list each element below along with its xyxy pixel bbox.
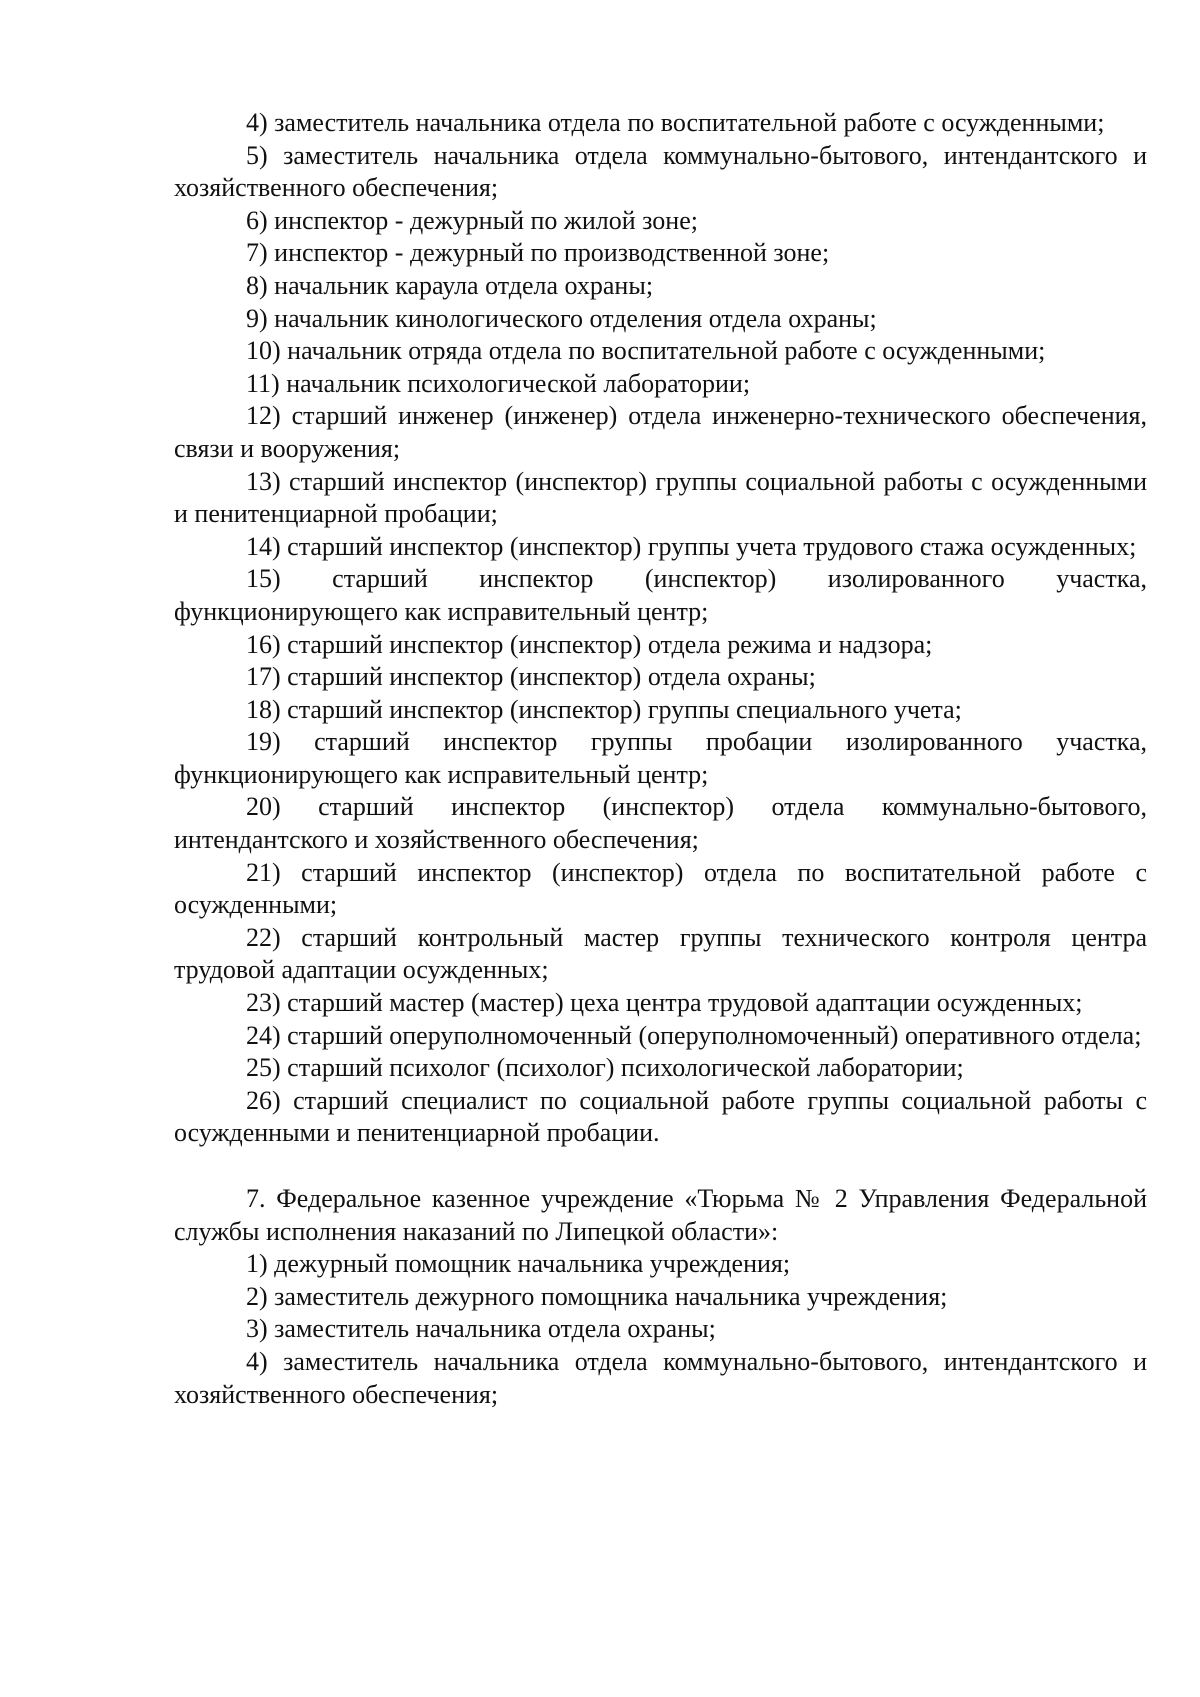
- list-item: 2) заместитель дежурного помощника начальника учреждения;: [246, 1281, 948, 1311]
- list-item: 4) заместитель начальника отдела коммунально-бытового, интендантского и хозяйственного обеспечения;: [174, 1346, 1147, 1409]
- list-item: 19) старший инспектор группы пробации изолированного участка, функционирующего как исправительный центр;: [174, 727, 1147, 789]
- list-item: 1) дежурный помощник начальника учреждения;: [246, 1249, 791, 1279]
- list-item: 14) старший инспектор (инспектор) группы учета трудового стажа осужденных;: [246, 531, 1137, 561]
- list-item: 20) старший инспектор (инспектор) отдела коммунально-бытового, интендантского и хозяйственного обеспечения;: [174, 792, 1147, 855]
- list-item: 13) старший инспектор (инспектор) группы социальной работы с осужденными и пенитенциарной пробации;: [174, 466, 1147, 529]
- paragraph-gap: [174, 1150, 1147, 1183]
- list-item: 23) старший мастер (мастер) цеха центра трудовой адаптации осужденных;: [246, 988, 1083, 1018]
- list-item: 24) старший оперуполномоченный (оперуполномоченный) оперативного отдела;: [246, 1020, 1142, 1050]
- list-item: 8) начальник караула отдела охраны;: [246, 270, 654, 300]
- list-item: 11) начальник психологической лаборатории;: [246, 368, 751, 398]
- list-item: 26) старший специалист по социальной работе группы социальной работы с осужденными и пенитенциарной пробации.: [174, 1085, 1147, 1148]
- list-item: 9) начальник кинологического отделения отдела охраны;: [246, 303, 877, 333]
- list-item: 15) старший инспектор (инспектор) изолированного участка, функционирующего как исправительный центр;: [174, 564, 1147, 626]
- list-item: 18) старший инспектор (инспектор) группы специального учета;: [246, 694, 962, 724]
- list-item: 17) старший инспектор (инспектор) отдела охраны;: [246, 662, 816, 692]
- document-page: [174, 107, 1147, 1411]
- section-heading: 7. Федеральное казенное учреждение «Тюрьма № 2 Управления Федеральной службы исполнения наказаний по Липецкой области»:: [174, 1184, 1147, 1246]
- list-item: 7) инспектор - дежурный по производственной зоне;: [246, 238, 830, 268]
- list-item: 5) заместитель начальника отдела коммунально-бытового, интендантского и хозяйственного обеспечения;: [174, 140, 1147, 203]
- list-item: 10) начальник отряда отдела по воспитательной работе с осужденными;: [246, 336, 1046, 366]
- list-item: 21) старший инспектор (инспектор) отдела по воспитательной работе с осужденными;: [174, 857, 1147, 920]
- list-item: 12) старший инженер (инженер) отдела инженерно-технического обеспечения, связи и вооружения;: [174, 401, 1147, 463]
- list-item: 16) старший инспектор (инспектор) отдела режима и надзора;: [246, 629, 933, 659]
- list-item: 4) заместитель начальника отдела по воспитательной работе с осужденными;: [246, 108, 1105, 137]
- list-item: 22) старший контрольный мастер группы технического контроля центра трудовой адаптации осужденных;: [174, 922, 1147, 985]
- list-item: 3) заместитель начальника отдела охраны;: [246, 1314, 716, 1344]
- list-item: 6) инспектор - дежурный по жилой зоне;: [246, 205, 698, 235]
- list-item: 25) старший психолог (психолог) психологической лаборатории;: [246, 1053, 964, 1083]
